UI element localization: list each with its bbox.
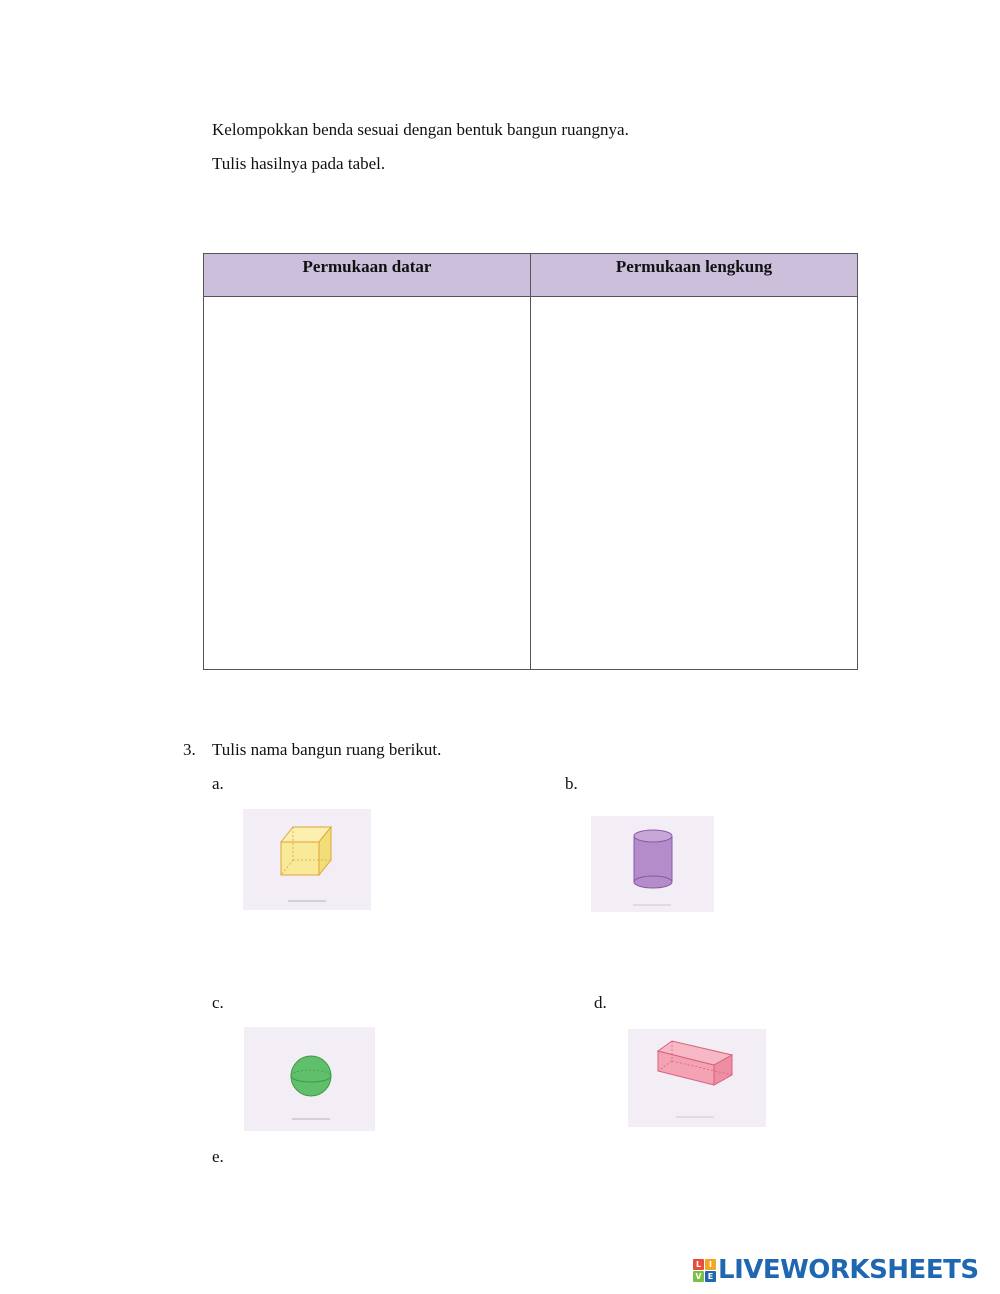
cylinder-icon <box>591 816 714 912</box>
logo-wordmark: LIVEWORKSHEETS <box>718 1255 979 1285</box>
sorting-table <box>203 253 858 670</box>
item-label-b: b. <box>565 774 578 793</box>
shape-card-d <box>628 1029 766 1127</box>
logo-tiles-icon: L I V E <box>693 1259 716 1282</box>
header-curved-surface: Permukaan lengkung <box>531 254 858 297</box>
drop-zone-flat-surface[interactable] <box>204 297 531 670</box>
liveworksheets-logo <box>693 1254 979 1286</box>
header-flat-surface: Permukaan datar <box>204 254 531 297</box>
cuboid-icon <box>628 1029 766 1127</box>
question-text: Tulis nama bangun ruang berikut. <box>212 740 442 759</box>
shape-card-c <box>244 1027 375 1131</box>
instruction-line-2: Tulis hasilnya pada tabel. <box>212 154 386 173</box>
drop-zone-curved-surface[interactable] <box>531 297 858 670</box>
cube-icon <box>243 809 371 910</box>
instruction-line-1: Kelompokkan benda sesuai dengan bentuk bangun ruangnya. <box>212 120 629 139</box>
item-label-d: d. <box>594 993 607 1012</box>
shape-card-b <box>591 816 714 912</box>
item-label-e: e. <box>212 1147 224 1166</box>
sphere-icon <box>244 1027 375 1131</box>
item-label-a: a. <box>212 774 224 793</box>
question-number: 3. <box>183 740 196 759</box>
item-label-c: c. <box>212 993 224 1012</box>
shape-card-a <box>243 809 371 910</box>
